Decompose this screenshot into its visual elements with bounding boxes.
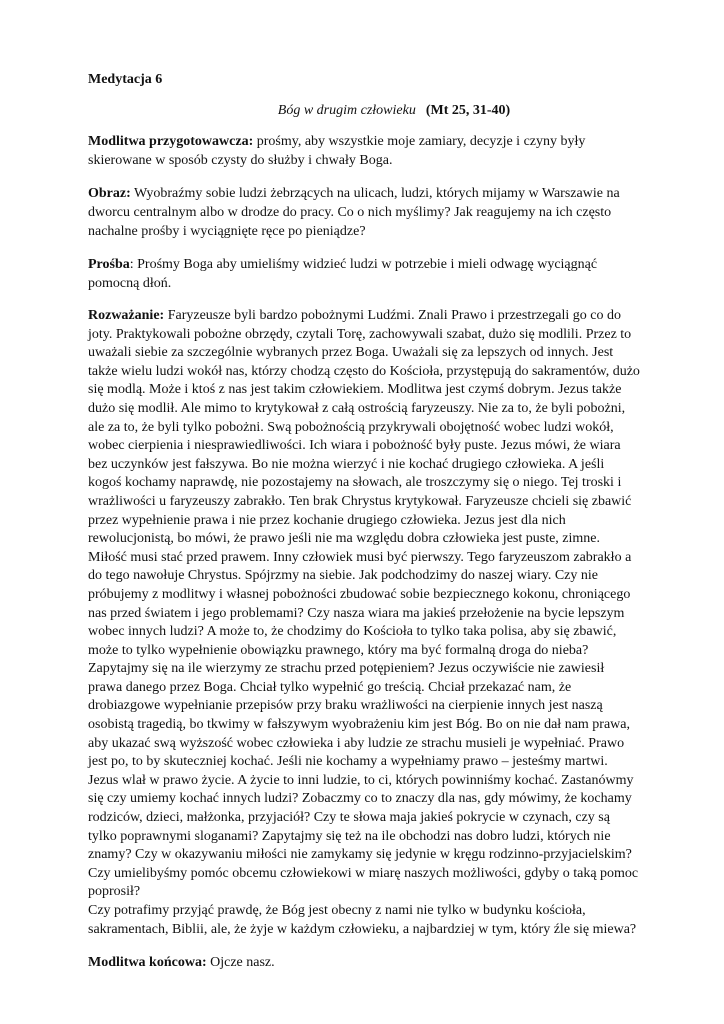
request-section [88, 255, 640, 293]
reflection-section [88, 307, 640, 939]
reflection-label: Rozważanie: [88, 308, 165, 323]
request-text: : Prośmy Boga aby umieliśmy widzieć ludzi w potrzebie i mieli odwagę wyciągnąć pomocną dłoń. [88, 257, 598, 291]
reflection-closing-paragraph: Czy potrafimy przyjąć prawdę, że Bóg jest obecny z nami nie tylko w budynku kościoła, sakramentach, Biblii, ale, że żyje w każdym człowieku, a najbardziej w tym, który źle się miewa? [88, 903, 637, 937]
prayer-final-section [88, 953, 640, 972]
scripture-reference: (Mt 25, 31-40) [425, 103, 511, 118]
image-section [88, 184, 640, 241]
prayer-prep-text: prośmy, aby wszystkie moje zamiary, decyzje i czyny były skierowane w sposób czysty do służby i chwały Boga. [88, 134, 586, 168]
request-label: Prośba [88, 257, 130, 272]
reflection-paragraph [88, 307, 640, 902]
prayer-prep-section [88, 132, 640, 170]
prayer-final-label: Modlitwa końcowa: [88, 955, 207, 971]
meditation-title: Medytacja 6 [88, 72, 163, 87]
meditation-subtitle [88, 101, 640, 120]
prayer-prep-label: Modlitwa przygotowawcza: [88, 134, 254, 149]
subtitle-text: Bóg w drugim człowieku [277, 103, 416, 118]
document-page [88, 70, 640, 986]
prayer-final-text: Ojcze nasz. [206, 955, 275, 971]
reflection-text: Faryzeusze byli bardzo pobożnymi Ludźmi. Znali Prawo i przestrzegali go co do joty. Praktykowali pobożne obrzędy, czytali Torę, zachowywali szabat, dużo się modlili. Przez to uważali siebie za szczególnie wybranych przez Boga. Uważali się za lepszych od innych. Jest także wielu ludzi wokół nas, którzy chodzą często do Kościoła, przystępują do sakramentów, dużo się modlą. Może i ktoś z nas jest takim człowiekiem. Modlitwa jest czymś dobrym. Jezus także dużo się modlił. Ale mimo to krytykował z całą ostrością faryzeuszy. Nie za to, że byli pobożni, ale za to, że byli tylko pobożni. Swą pobożnością przykrywali obojętność wobec ludzi wokół, wobec cierpienia i niesprawiedliwości. Ich wiara i pobożność były puste. Jezus mówi, że wiara bez uczynków jest fałszywa. Bo nie można wierzyć i nie kochać drugiego człowieka. A jeśli kogoś kochamy naprawdę, nie pozostajemy na słowach, ale troszczymy się o niego. Tej troski i wrażliwości u faryzeuszy zabrakło. Ten brak Chrystus krytykował. Faryzeusze chcieli się zbawić przez wypełnienie prawa i nie przez kochanie drugiego człowieka. Jezus jest dla nich rewolucjonistą, bo mówi, że prawo jeśli nie ma względu dobra człowieka jest puste, zimne. Miłość musi stać przed prawem. Inny człowiek musi być pierwszy. Tego faryzeuszom zabrakło a do tego nawołuje Chrystus. Spójrzmy na siebie. Jak podchodzimy do naszej wiary. Czy nie próbujemy z modlitwy i własnej pobożności zbudować sobie bezpiecznego kokonu, chroniącego nas przed światem i jego problemami? Czy nasza wiara ma jakieś przełożenie na bycie lepszym wobec innych ludzi? A może to, że chodzimy do Kościoła to tylko taka polisa, aby się zbawić, może to tylko wypełnienie obowiązku prawnego, który ma być formalną droga do nieba? Zapytajmy się na ile wierzymy ze strachu przed potępieniem? Jezus oczywiście nie zawiesił prawa danego przez Boga. Chciał tylko wypełnić go treścią. Chciał przekazać nam, że drobiazgowe wypełnianie przepisów przy braku wrażliwości na cierpienie innych jest naszą osobistą tragedią, bo tkwimy w fałszywym wyobrażeniu kim jest Bóg. Bo on nie dał nam prawa, aby ukazać swą wyższość wobec człowieka i aby ludzie ze strachu musieli je wypełniać. Prawo jest po, to by skuteczniej kochać. Jeśli nie kochamy a wypełniamy prawo – jesteśmy martwi. Jezus wlał w prawo życie. A życie to inni ludzie, to ci, których powinniśmy kochać. Zastanówmy się czy umiemy kochać innych ludzi? Zobaczmy co to znaczy dla nas, gdy mówimy, że kochamy rodziców, dzieci, małżonka, przyjaciół? Czy te słowa maja jakieś pokrycie w czynach, czy są tylko poprawnymi sloganami? Zapytajmy się też na ile obchodzi nas dobro ludzi, których nie znamy? Czy w okazywaniu miłości nie zamykamy się jedynie w kręgu rodzinno-przyjacielskim? Czy umielibyśmy pomóc obcemu człowiekowi w miarę naszych możliwości, gdyby o taką pomoc poprosił? [88, 308, 640, 900]
image-text: Wyobraźmy sobie ludzi żebrzących na ulicach, ludzi, których mijamy w Warszawie na dworcu centralnym albo w drodze do pracy. Co o nich myślimy? Jak reagujemy na ich często nachalne prośby i wyciągnięte ręce po pieniądze? [88, 186, 620, 239]
image-label: Obraz: [88, 186, 131, 201]
